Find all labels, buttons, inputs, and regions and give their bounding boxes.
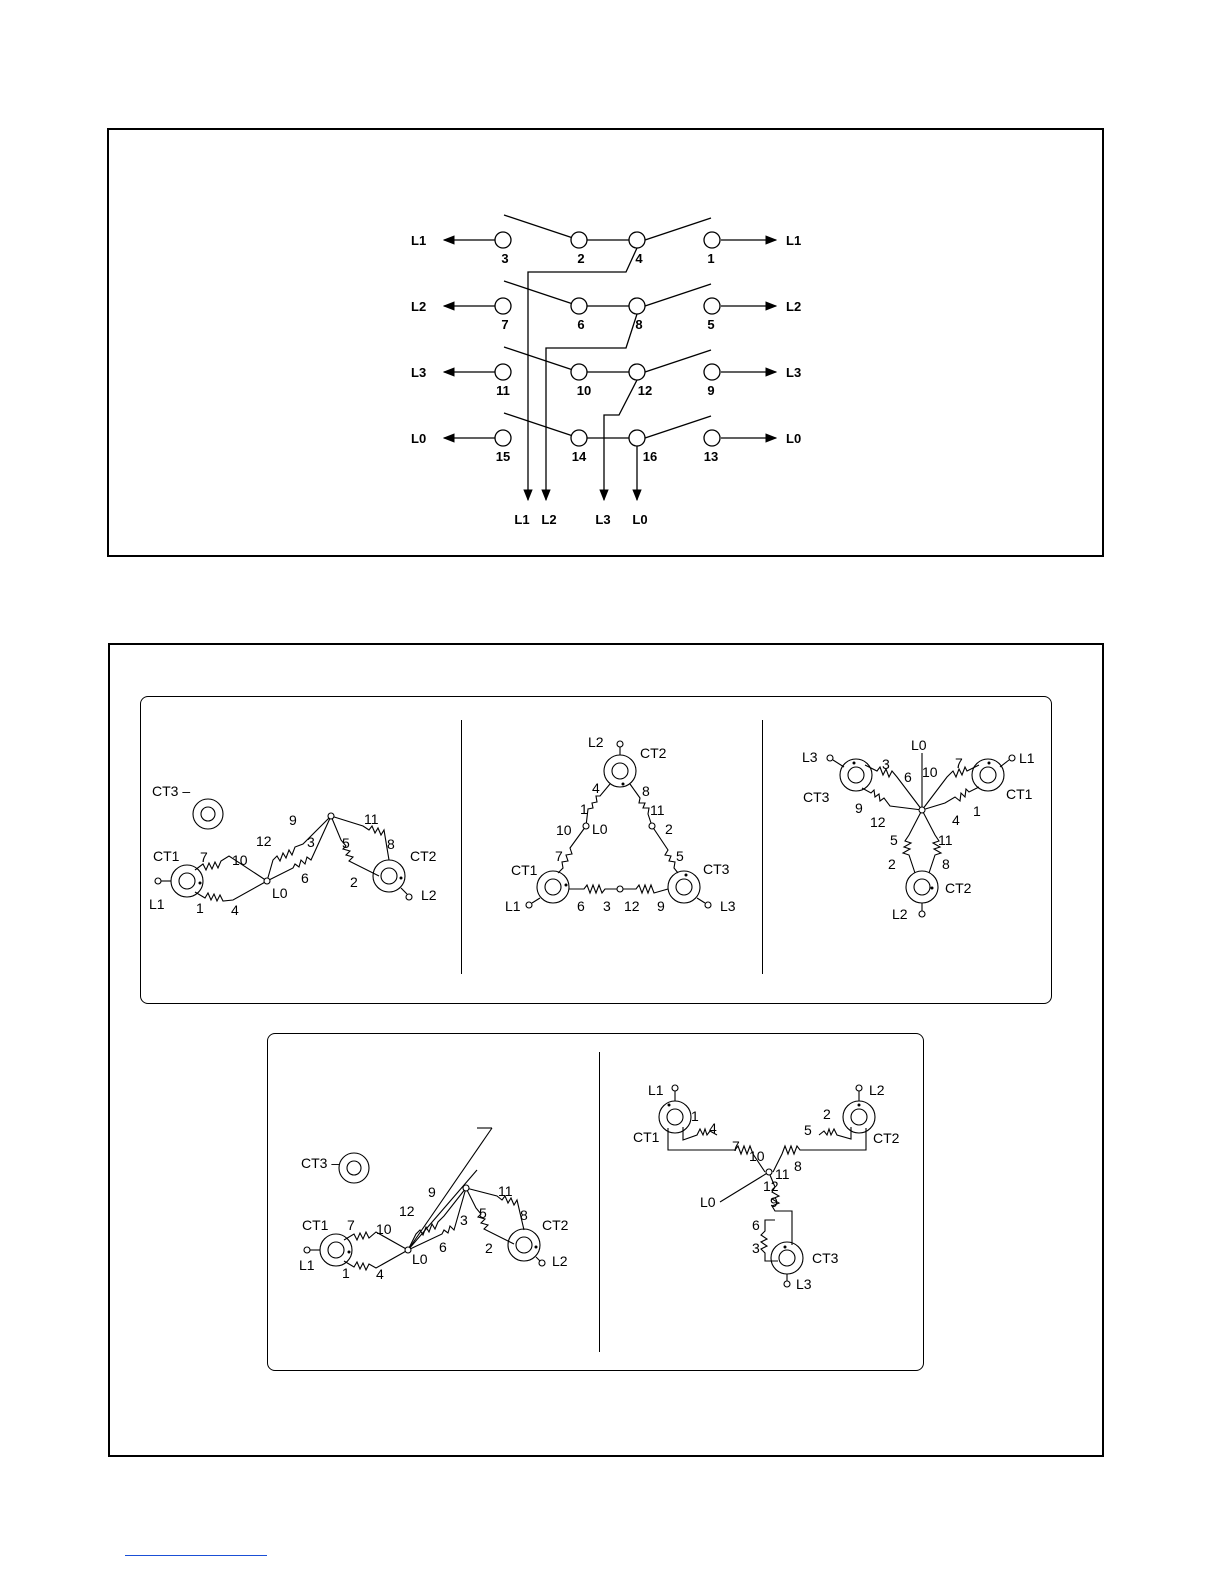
winding-number: 11 bbox=[650, 802, 665, 818]
ct2-label: CT2 bbox=[542, 1217, 569, 1233]
right-line-label: L3 bbox=[786, 365, 802, 380]
winding-number: 9 bbox=[289, 812, 297, 828]
right-line-label: L0 bbox=[786, 431, 802, 446]
l1-label: L1 bbox=[648, 1082, 664, 1098]
panel-divider bbox=[599, 1052, 600, 1352]
ct3-label: CT3 – bbox=[301, 1155, 340, 1171]
terminal-number: 4 bbox=[635, 251, 643, 266]
l1-label: L1 bbox=[299, 1257, 315, 1273]
winding-number: 7 bbox=[732, 1138, 740, 1154]
ct3-label: CT3 bbox=[803, 789, 830, 805]
winding-number: 10 bbox=[232, 852, 248, 868]
winding-number: 4 bbox=[952, 812, 960, 828]
winding-number: 8 bbox=[642, 783, 650, 799]
terminal-diagram-frame bbox=[107, 128, 1104, 557]
winding-number: 3 bbox=[882, 756, 890, 772]
terminal-number: 6 bbox=[577, 317, 585, 332]
winding-number: 5 bbox=[804, 1122, 812, 1138]
terminal-number: 2 bbox=[577, 251, 585, 266]
l0-label: L0 bbox=[700, 1194, 716, 1210]
winding-number: 5 bbox=[890, 832, 898, 848]
winding-number: 11 bbox=[364, 811, 379, 827]
winding-number: 12 bbox=[624, 898, 640, 914]
left-line-label: L3 bbox=[411, 365, 427, 380]
winding-number: 7 bbox=[955, 755, 963, 771]
winding-number: 6 bbox=[577, 898, 585, 914]
wiring-diagram-e bbox=[625, 1075, 915, 1295]
l2-label: L2 bbox=[869, 1082, 885, 1098]
ct1-label: CT1 bbox=[633, 1129, 660, 1145]
terminal-number: 15 bbox=[495, 449, 511, 464]
winding-number: 7 bbox=[347, 1217, 355, 1233]
terminal-circles bbox=[495, 232, 720, 446]
winding-number: 1 bbox=[342, 1265, 350, 1281]
winding-number: 10 bbox=[556, 822, 572, 838]
ct1-label: CT1 bbox=[511, 862, 538, 878]
winding-number: 6 bbox=[752, 1217, 760, 1233]
ct1-label: CT1 bbox=[1006, 786, 1033, 802]
wiring-diagram-a bbox=[143, 760, 453, 930]
winding-number: 12 bbox=[870, 814, 886, 830]
l3-label: L3 bbox=[796, 1276, 812, 1292]
ct3-label: CT3 – bbox=[152, 783, 191, 799]
output-line-label: L1 bbox=[514, 512, 530, 527]
winding-number: 6 bbox=[904, 769, 912, 785]
winding-number: 3 bbox=[460, 1212, 468, 1228]
l1-label: L1 bbox=[1019, 750, 1035, 766]
ct2-label: CT2 bbox=[873, 1130, 900, 1146]
l3-label: L3 bbox=[720, 898, 736, 914]
terminal-number: 1 bbox=[707, 251, 715, 266]
l2-label: L2 bbox=[892, 906, 908, 922]
winding-number: 2 bbox=[665, 821, 673, 837]
winding-number: 5 bbox=[342, 835, 350, 851]
terminal-number: 16 bbox=[642, 449, 658, 464]
ct3-label: CT3 bbox=[703, 861, 730, 877]
l0-label: L0 bbox=[592, 821, 608, 837]
left-line-label: L2 bbox=[411, 299, 427, 314]
winding-number: 1 bbox=[196, 900, 204, 916]
ct1-label: CT1 bbox=[302, 1217, 329, 1233]
terminal-number: 9 bbox=[707, 383, 715, 398]
winding-number: 12 bbox=[256, 833, 272, 849]
terminal-number: 5 bbox=[707, 317, 715, 332]
panel-divider bbox=[461, 720, 462, 974]
winding-number: 4 bbox=[231, 902, 239, 918]
l1-label: L1 bbox=[149, 896, 165, 912]
l0-label: L0 bbox=[272, 885, 288, 901]
winding-number: 3 bbox=[307, 834, 315, 850]
terminal-number: 14 bbox=[571, 449, 587, 464]
winding-number: 3 bbox=[752, 1240, 760, 1256]
winding-number: 8 bbox=[520, 1207, 528, 1223]
ct1-label: CT1 bbox=[153, 848, 180, 864]
winding-number: 10 bbox=[922, 764, 938, 780]
ct2-label: CT2 bbox=[410, 848, 437, 864]
winding-number: 1 bbox=[580, 801, 588, 817]
winding-number: 2 bbox=[888, 856, 896, 872]
terminal-number: 11 bbox=[496, 383, 510, 398]
terminal-number: 3 bbox=[501, 251, 509, 266]
winding-number: 2 bbox=[823, 1106, 831, 1122]
l0-label: L0 bbox=[412, 1251, 428, 1267]
terminal-number: 7 bbox=[501, 317, 509, 332]
terminal-number: 12 bbox=[637, 383, 653, 398]
winding-number: 11 bbox=[775, 1166, 790, 1182]
output-line-label: L2 bbox=[541, 512, 557, 527]
winding-number: 10 bbox=[376, 1221, 392, 1237]
output-line-label: L0 bbox=[632, 512, 648, 527]
l2-label: L2 bbox=[552, 1253, 568, 1269]
output-line-label: L3 bbox=[595, 512, 611, 527]
panel-divider bbox=[762, 720, 763, 974]
footer-link-underline[interactable] bbox=[125, 1555, 267, 1556]
winding-number: 7 bbox=[555, 848, 563, 864]
wiring-diagram-b bbox=[500, 728, 750, 923]
winding-number: 7 bbox=[200, 849, 208, 865]
winding-number: 12 bbox=[399, 1203, 415, 1219]
winding-number: 9 bbox=[770, 1194, 778, 1210]
ct2-label: CT2 bbox=[945, 880, 972, 896]
right-line-label: L1 bbox=[786, 233, 802, 248]
winding-number: 8 bbox=[387, 836, 395, 852]
l3-label: L3 bbox=[802, 749, 818, 765]
winding-number: 2 bbox=[350, 874, 358, 890]
winding-number: 1 bbox=[973, 803, 981, 819]
winding-number: 10 bbox=[749, 1148, 765, 1164]
winding-number: 4 bbox=[709, 1120, 717, 1136]
left-line-label: L0 bbox=[411, 431, 427, 446]
left-line-label: L1 bbox=[411, 233, 427, 248]
winding-number: 9 bbox=[657, 898, 665, 914]
l2-label: L2 bbox=[421, 887, 437, 903]
winding-number: 6 bbox=[439, 1239, 447, 1255]
winding-number: 12 bbox=[763, 1178, 779, 1194]
winding-number: 8 bbox=[794, 1158, 802, 1174]
ct3-label: CT3 bbox=[812, 1250, 839, 1266]
winding-number: 5 bbox=[676, 848, 684, 864]
wiring-diagram-c bbox=[795, 735, 1050, 925]
l2-label: L2 bbox=[588, 734, 604, 750]
right-line-label: L2 bbox=[786, 299, 802, 314]
terminal-number: 8 bbox=[635, 317, 643, 332]
winding-number: 4 bbox=[376, 1266, 384, 1282]
winding-number: 6 bbox=[301, 870, 309, 886]
winding-number: 8 bbox=[942, 856, 950, 872]
winding-number: 9 bbox=[428, 1184, 436, 1200]
winding-number: 9 bbox=[855, 800, 863, 816]
ct2-label: CT2 bbox=[640, 745, 667, 761]
winding-number: 5 bbox=[479, 1205, 487, 1221]
winding-number: 3 bbox=[603, 898, 611, 914]
terminal-number: 10 bbox=[576, 383, 592, 398]
winding-number: 2 bbox=[485, 1240, 493, 1256]
winding-number: 11 bbox=[498, 1183, 513, 1199]
winding-number: 11 bbox=[938, 832, 953, 848]
l1-label: L1 bbox=[505, 898, 521, 914]
winding-number: 4 bbox=[592, 780, 600, 796]
l0-label: L0 bbox=[911, 737, 927, 753]
terminal-number: 13 bbox=[703, 449, 719, 464]
terminal-connection-diagram bbox=[109, 130, 1106, 559]
winding-number: 1 bbox=[691, 1108, 699, 1124]
wiring-diagram-d bbox=[292, 1120, 592, 1295]
